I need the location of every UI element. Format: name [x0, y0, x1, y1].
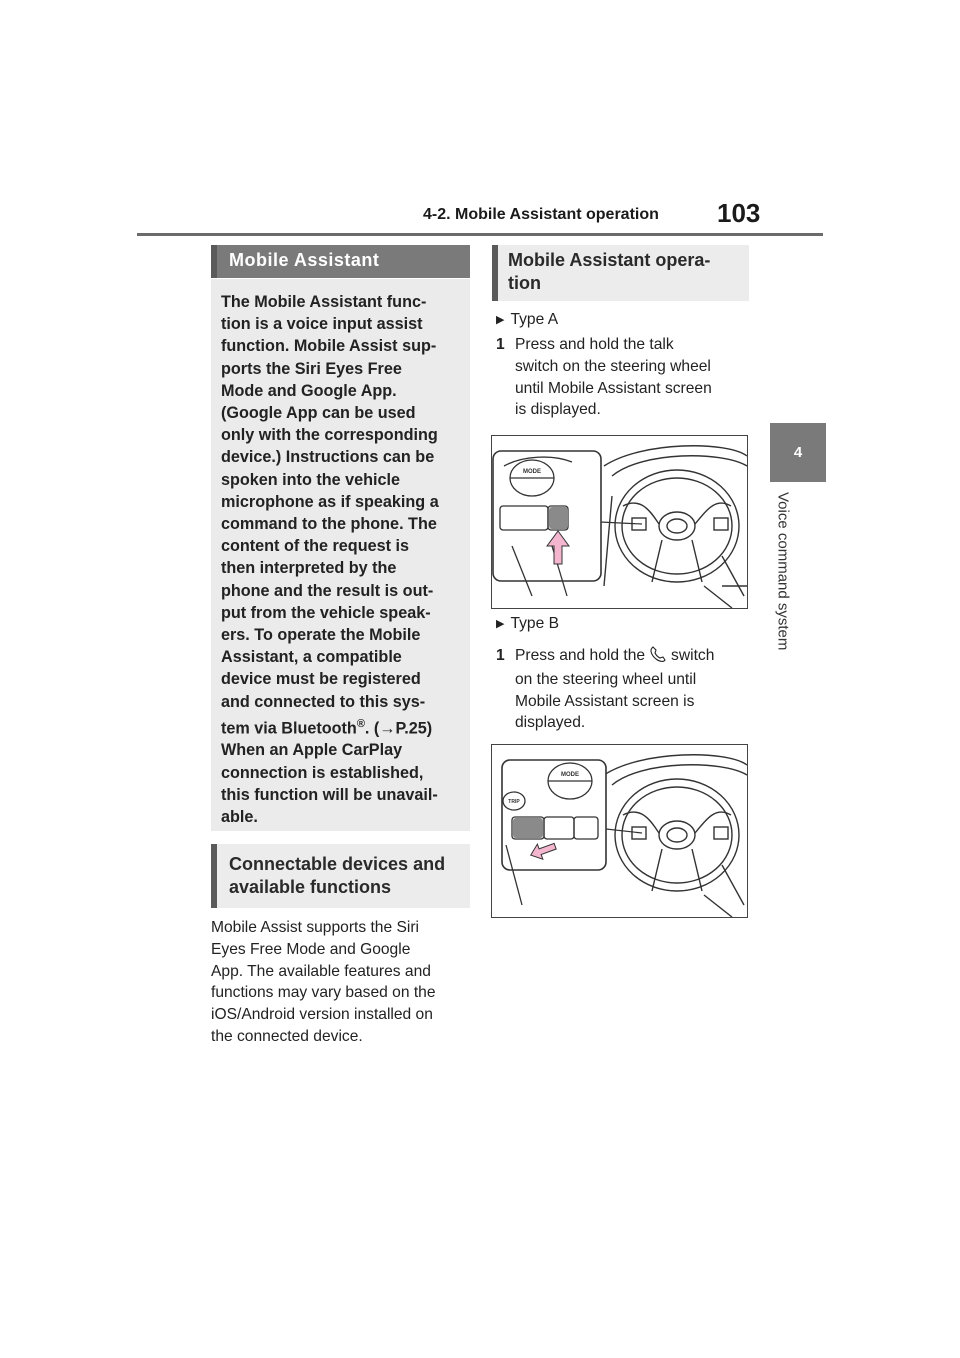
page-number: 103 — [717, 198, 761, 228]
heading-mobile-assistant — [211, 245, 470, 278]
intro-line: connection is established, — [221, 763, 424, 782]
heading-text: Connectable devices and — [229, 854, 446, 874]
body-line: Mobile Assist supports the Siri — [211, 919, 420, 936]
trip-label-b: TRIP — [508, 799, 520, 805]
chapter-side-title: Voice command system — [774, 492, 792, 651]
intro-line: only with the corresponding — [221, 426, 438, 445]
triangle-bullet-icon: ▶ — [496, 314, 505, 326]
type-a-label — [496, 311, 558, 329]
intro-line: command to the phone. The — [221, 515, 437, 534]
intro-line: ers. To operate the Mobile — [221, 626, 421, 645]
steering-wheel-illustration-a — [492, 436, 747, 608]
step-b-line: on the steering wheel until — [515, 670, 697, 688]
chapter-number: 4 — [793, 444, 803, 461]
intro-line: ports the Siri Eyes Free — [221, 359, 402, 378]
type-b-text: Type B — [510, 615, 560, 632]
heading-text: Mobile Assistant opera- — [508, 250, 711, 270]
body-line: functions may vary based on the — [211, 984, 436, 1002]
intro-line: Mode and Google App. — [221, 381, 397, 400]
heading-mobile-assistant-operation — [492, 245, 749, 301]
step-a-line: is displayed. — [515, 401, 601, 419]
bluetooth-prefix: tem via Bluetooth — [221, 719, 357, 738]
triangle-bullet-icon: ▶ — [496, 618, 505, 630]
connectable-body — [211, 917, 473, 1048]
intro-line: this function will be unavail- — [221, 785, 438, 804]
intro-line: able. — [221, 808, 258, 827]
intro-line: phone and the result is out- — [221, 581, 434, 600]
step-b-line — [496, 645, 756, 669]
heading-text: Mobile Assistant — [229, 250, 380, 270]
step-a-line: Press and hold the talk — [515, 336, 674, 353]
intro-line: put from the vehicle speak- — [221, 603, 431, 622]
figure-type-a-steering-wheel — [491, 435, 748, 609]
figure-type-b-steering-wheel — [491, 744, 748, 918]
intro-line: Assistant, a compatible — [221, 648, 402, 667]
registered-mark: ® — [356, 717, 365, 730]
heading-connectable-devices — [211, 844, 470, 908]
step-a-line: switch on the steering wheel — [515, 357, 711, 375]
step-number: 1 — [496, 336, 505, 353]
step-b — [496, 645, 756, 734]
step-b-line1-after: switch — [671, 647, 715, 664]
intro-line: tion is a voice input assist — [221, 315, 423, 334]
type-a-text: Type A — [510, 311, 559, 328]
intro-line: function. Mobile Assist sup- — [221, 337, 437, 356]
running-header-title: 4-2. Mobile Assistant operation — [423, 206, 659, 223]
heading-text: available functions — [229, 877, 392, 897]
intro-line: microphone as if speaking a — [221, 492, 439, 511]
mode-label-a: MODE — [523, 469, 541, 475]
intro-line: The Mobile Assistant func- — [221, 293, 427, 311]
body-line: iOS/Android version installed on — [211, 1006, 433, 1024]
intro-lines — [221, 291, 462, 828]
intro-line: (Google App can be used — [221, 404, 416, 423]
step-a-line: until Mobile Assistant screen — [515, 379, 712, 397]
phone-icon — [649, 646, 667, 669]
type-b-label — [496, 615, 559, 633]
intro-box — [211, 279, 470, 831]
intro-line: device.) Instructions can be — [221, 448, 435, 467]
intro-line: spoken into the vehicle — [221, 470, 401, 489]
mode-label-b: MODE — [561, 772, 579, 778]
step-a — [496, 334, 756, 421]
intro-line: content of the request is — [221, 537, 409, 556]
intro-line: and connected to this sys- — [221, 692, 426, 711]
step-b-line1-before: Press and hold the — [515, 647, 646, 664]
header-rule — [137, 233, 823, 236]
step-number: 1 — [496, 647, 505, 664]
steering-wheel-illustration-b — [492, 745, 747, 917]
step-b-line: Mobile Assistant screen is — [515, 692, 695, 710]
step-b-line: displayed. — [515, 714, 586, 732]
body-line: Eyes Free Mode and Google — [211, 940, 411, 958]
intro-line: device must be registered — [221, 670, 421, 689]
body-line: the connected device. — [211, 1027, 363, 1045]
intro-line-bluetooth — [221, 713, 462, 740]
page-reference-link[interactable]: . (→P.25) — [364, 719, 433, 738]
intro-line: then interpreted by the — [221, 559, 397, 578]
chapter-tab — [770, 423, 826, 482]
body-line: App. The available features and — [211, 962, 431, 980]
intro-line: When an Apple CarPlay — [221, 741, 403, 760]
heading-text: tion — [508, 273, 541, 293]
